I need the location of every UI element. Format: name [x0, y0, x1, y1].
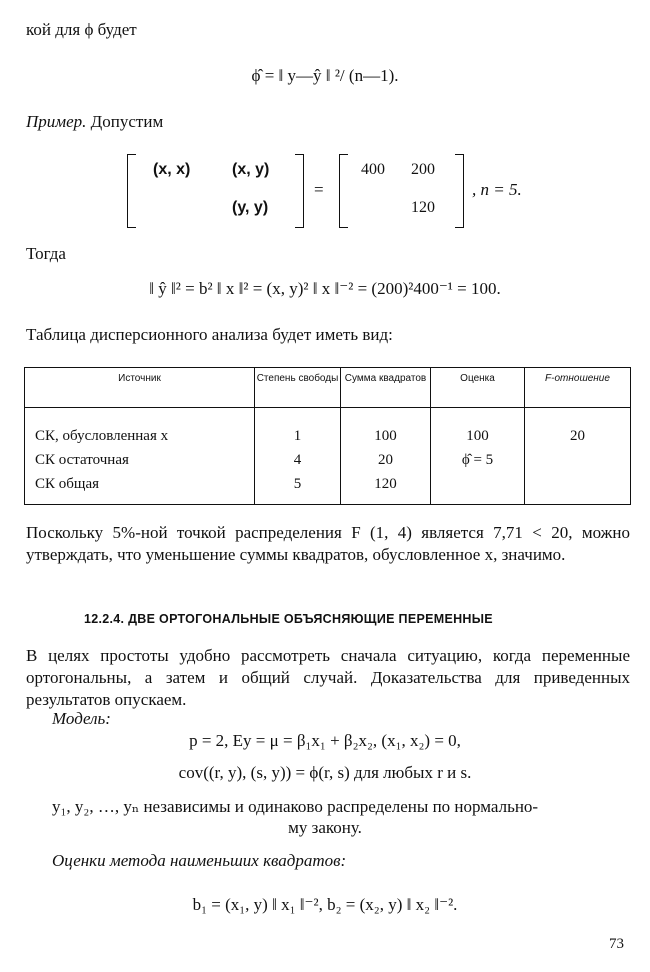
- matrix-left-r2c2: (y, y): [232, 199, 269, 216]
- cell-f-ratio: [525, 448, 631, 472]
- cell-sum-squares: 20: [341, 448, 431, 472]
- then-word: Тогда: [26, 244, 66, 263]
- matrix-right-r1c2: 200: [411, 161, 435, 178]
- table-row: [25, 472, 631, 505]
- right-matrix-close-bracket: [455, 154, 464, 228]
- left-matrix-open-bracket: [127, 154, 136, 228]
- table-row: [25, 448, 631, 472]
- page-number: 73: [609, 936, 624, 952]
- cell-f-ratio: [525, 472, 631, 505]
- cell-estimate: [431, 472, 525, 505]
- header-estimate: Оценка: [431, 368, 525, 408]
- cell-estimate: 100: [431, 408, 525, 449]
- matrix-left-r1c1: (x, x): [153, 161, 191, 178]
- cell-sum-squares: 120: [341, 472, 431, 505]
- cell-estimate: ϕ̂ = 5: [431, 448, 525, 472]
- cell-f-ratio: 20: [525, 408, 631, 449]
- equation-cov: cov((r, y), (s, y)) = ϕ(r, s) для любых r и s.: [178, 763, 472, 782]
- cell-sum-squares: 100: [341, 408, 431, 449]
- cell-source: СК общая: [25, 472, 255, 505]
- paragraph-intro: В целях простоты удобно рассмотреть сначала ситуацию, когда переменные ортогональны, а затем и общий случай. Доказательства для приведенных результатов опускаем.: [26, 646, 630, 709]
- cell-source: СК остаточная: [25, 448, 255, 472]
- cell-df: 1: [255, 408, 341, 449]
- matrix-equals: =: [314, 180, 324, 199]
- header-df: Степень свободы: [255, 368, 341, 408]
- ls-estimates-label: Оценки метода наименьших квадратов:: [52, 851, 347, 870]
- header-source: Источник: [25, 368, 255, 408]
- table-row: [25, 408, 631, 449]
- equation-model: p = 2, Ey = μ = β₁x₁ + β₂x₂, (x₁, x₂) = 0,: [189, 731, 461, 750]
- example-text: Допустим: [90, 112, 164, 131]
- example-label: Пример.: [26, 112, 87, 131]
- matrix-left-r1c2: (x, y): [232, 161, 270, 178]
- header-f-ratio: F-отношение: [525, 368, 631, 408]
- header-sum-squares: Сумма квадратов: [341, 368, 431, 408]
- left-matrix-close-bracket: [295, 154, 304, 228]
- table-header-row: [25, 368, 631, 408]
- table-intro: Таблица дисперсионного анализа будет иметь вид:: [26, 325, 393, 344]
- cell-df: 4: [255, 448, 341, 472]
- paragraph-f-test: Поскольку 5%-ной точкой распределения F (1, 4) является 7,71 < 20, можно утверждать, что уменьшение суммы квадратов, обусловленное x, значимо.: [26, 523, 630, 564]
- section-heading: 12.2.4. ДВЕ ОРТОГОНАЛЬНЫЕ ОБЪЯСНЯЮЩИЕ ПЕРЕМЕННЫЕ: [84, 612, 493, 626]
- matrix-n-value: , n = 5.: [472, 180, 522, 199]
- top-line: кой для ϕ будет: [26, 20, 137, 39]
- matrix-right-r1c1: 400: [361, 161, 385, 178]
- independence-line-1: y₁, y₂, …, yₙ независимы и одинаково распределены по нормально-: [52, 797, 539, 816]
- equation-yhat-norm: ‖ ŷ ‖² = b² ‖ x ‖² = (x, y)² ‖ x ‖⁻² = (200)²400⁻¹ = 100.: [149, 279, 501, 298]
- model-label: Модель:: [52, 709, 111, 728]
- equation-phi-hat: ϕ̂ = ‖ y—ŷ ‖ ²/ (n—1).: [251, 66, 399, 85]
- right-matrix-open-bracket: [339, 154, 348, 228]
- cell-source: СК, обусловленная x: [25, 408, 255, 449]
- anova-table: [24, 367, 631, 505]
- matrix-right-r2c2: 120: [411, 199, 435, 216]
- cell-df: 5: [255, 472, 341, 505]
- equation-ls-estimates: b₁ = (x₁, y) ‖ x₁ ‖⁻², b₂ = (x₂, y) ‖ x₂ ‖⁻².: [192, 895, 458, 914]
- example-line: [26, 112, 163, 132]
- independence-line-2: му закону.: [288, 818, 362, 837]
